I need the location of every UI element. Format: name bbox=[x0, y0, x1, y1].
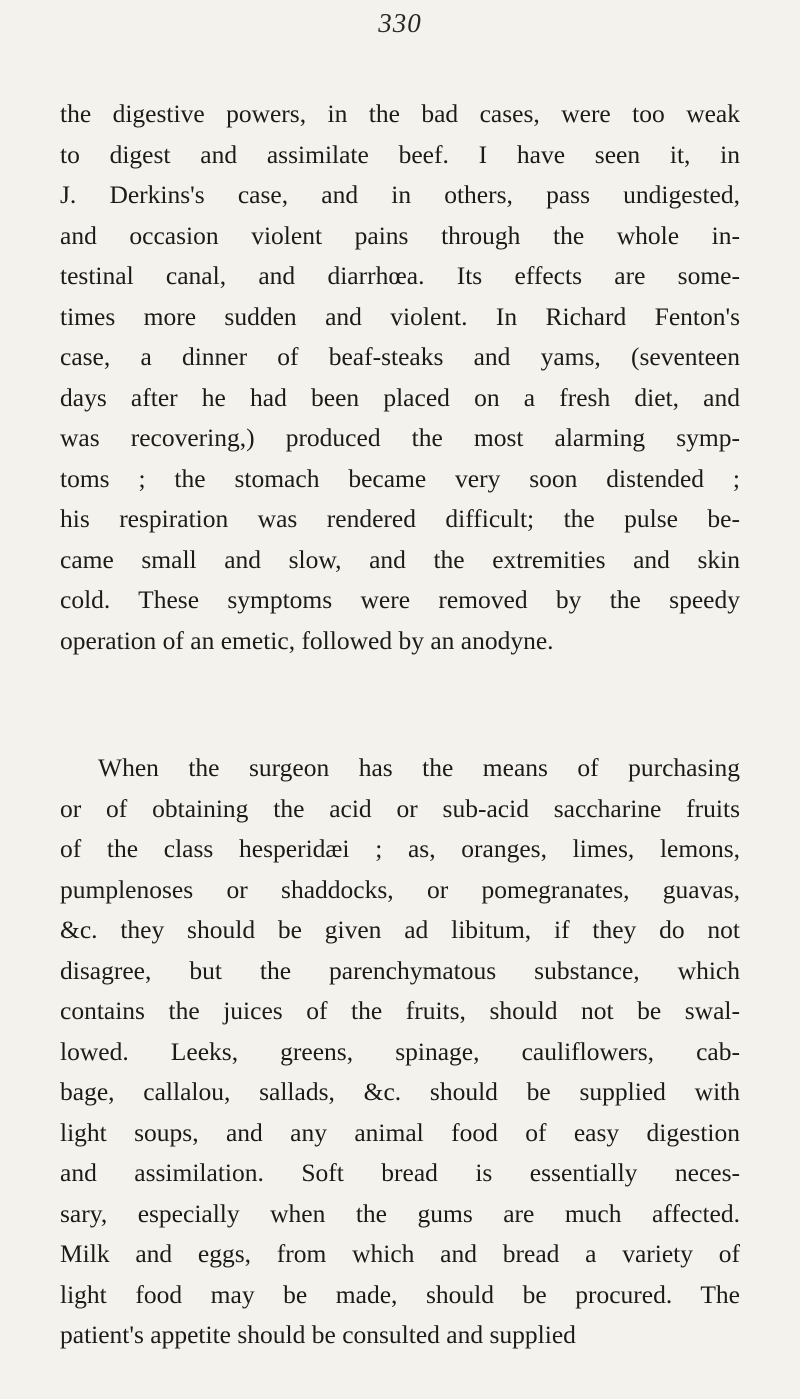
paragraph-2 bbox=[60, 748, 740, 1356]
text-line: and occasion violent pains through the whole in- bbox=[60, 220, 740, 250]
text-line: or of obtaining the acid or sub-acid saccharine fruits bbox=[60, 793, 740, 823]
text-line: was recovering,) produced the most alarming symp- bbox=[60, 423, 740, 452]
text-line: came small and slow, and the extremities and skin bbox=[60, 544, 740, 574]
text-line: J. Derkins's case, and in others, pass undigested, bbox=[60, 180, 740, 209]
text-line: operation of an emetic, followed by an anodyne. bbox=[60, 625, 554, 655]
text-line: patient's appetite should be consulted and supplied bbox=[60, 1320, 576, 1349]
text-line: his respiration was rendered difficult; the pulse be- bbox=[60, 504, 740, 533]
text-line: cold. These symptoms were removed by the speedy bbox=[60, 585, 740, 614]
text-line: and assimilation. Soft bread is essentially neces- bbox=[60, 1158, 740, 1187]
text-line: When the surgeon has the means of purchasing bbox=[98, 753, 740, 782]
text-line: case, a dinner of beaf-steaks and yams, (seventeen bbox=[60, 342, 740, 371]
text-line: times more sudden and violent. In Richard Fenton's bbox=[60, 301, 740, 331]
text-line: sary, especially when the gums are much affected. bbox=[60, 1198, 740, 1228]
text-line: days after he had been placed on a fresh diet, and bbox=[60, 382, 740, 412]
text-line: lowed. Leeks, greens, spinage, cauliflowers, cab- bbox=[60, 1036, 740, 1066]
text-line: bage, callalou, sallads, &c. should be supplied with bbox=[60, 1077, 740, 1106]
text-line: &c. they should be given ad libitum, if they do not bbox=[60, 915, 740, 944]
text-line: testinal canal, and diarrhœa. Its effects are some- bbox=[60, 261, 740, 290]
text-line: light food may be made, should be procured. The bbox=[60, 1279, 740, 1309]
page-number: 330 bbox=[378, 8, 422, 38]
text-line: disagree, but the parenchymatous substance, which bbox=[60, 955, 740, 985]
text-line: Milk and eggs, from which and bread a variety of bbox=[60, 1239, 740, 1268]
text-line: toms ; the stomach became very soon distended ; bbox=[60, 463, 740, 493]
text-line: contains the juices of the fruits, should not be swal- bbox=[60, 996, 740, 1025]
text-line: pumplenoses or shaddocks, or pomegranates, guavas, bbox=[60, 874, 740, 904]
text-line: of the class hesperidæi ; as, oranges, limes, lemons, bbox=[60, 834, 740, 863]
text-line: the digestive powers, in the bad cases, were too weak bbox=[60, 99, 740, 128]
text-line: light soups, and any animal food of easy digestion bbox=[60, 1117, 740, 1147]
text-line: to digest and assimilate beef. I have seen it, in bbox=[60, 139, 740, 169]
paragraph-1 bbox=[60, 94, 740, 661]
